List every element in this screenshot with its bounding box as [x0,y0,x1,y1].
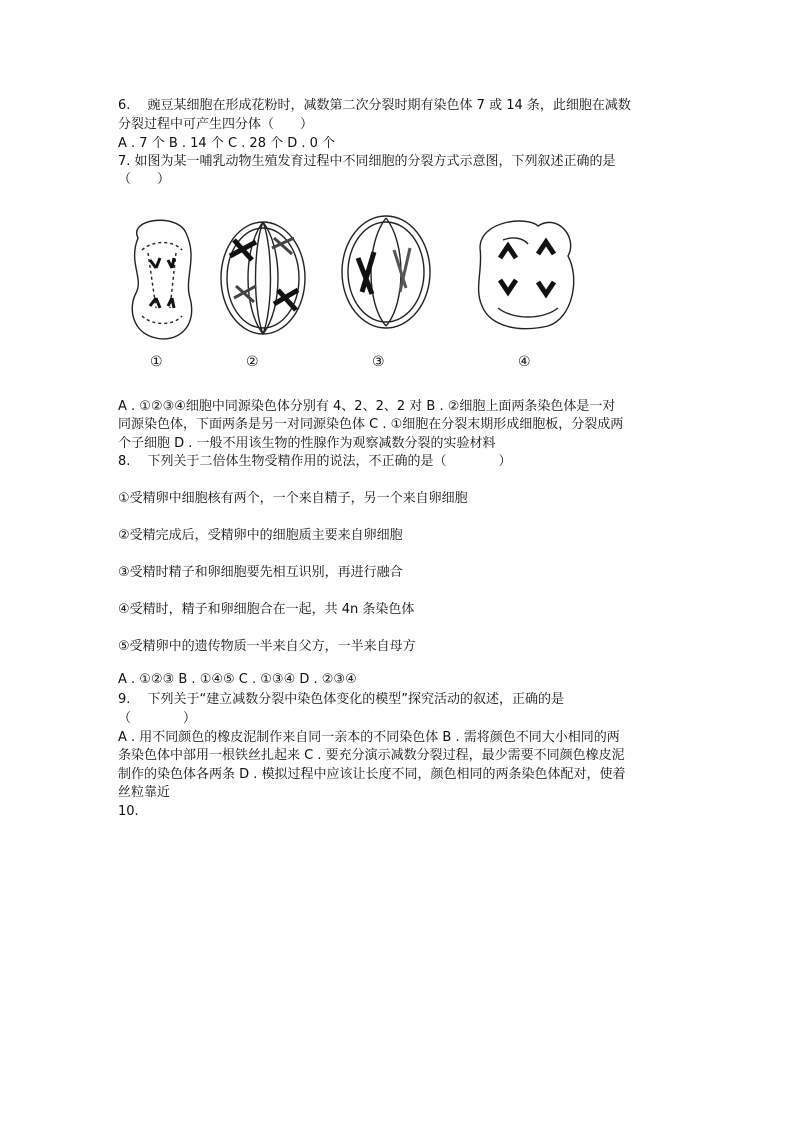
q9-options-line3: 制作的染色体各两条 D . 模拟过程中应该让长度不同，颜色相同的两条染色体配对，使着 [118,767,626,782]
q9-stem-line2: （ ） [118,711,197,726]
q9-options-line1: A . 用不同颜色的橡皮泥制作来自同一亲本的不同染色体 B . 需将颜色不同大小相同的两 [118,730,620,745]
cell-1-diagram [132,220,191,339]
cell-3-diagram [342,216,430,328]
figure-label-1: ① [150,354,163,370]
q7-options-line2: 同源染色体，下面两条是另一对同源染色体 C . ①细胞在分裂末期形成细胞板，分裂成两 [118,417,624,432]
q6-stem-line1: 6. 豌豆某细胞在形成花粉时，减数第二次分裂时期有染色体 7 或 14 条，此细胞在减数 [118,98,631,113]
q10-number: 10. [118,804,139,819]
q7-options-line1: A . ①②③④细胞中同源染色体分别有 4、2、2、2 对 B . ②细胞上面两条染色体是一对 [118,399,616,414]
q6-stem-line2: 分裂过程中可产生四分体（ ） [118,117,314,132]
q7-options-line3: 个子细胞 D . 一般不用该生物的性腺作为观察减数分裂的实验材料 [118,436,496,451]
q8-statement-2: ②受精完成后，受精卵中的细胞质主要来自卵细胞 [118,528,403,543]
q7-stem-line1: 7. 如图为某一哺乳动物生殖发育过程中不同细胞的分裂方式示意图，下列叙述正确的是 [118,154,616,169]
q8-statement-5: ⑤受精卵中的遗传物质一半来自父方，一半来自母方 [118,639,416,654]
q7-stem-line2: （ ） [118,172,171,187]
q9-options-line2: 条染色体中部用一根铁丝扎起来 C . 要充分演示减数分裂过程，最少需要不同颜色橡皮泥 [118,748,625,763]
figure-label-2: ② [246,354,259,370]
figure-label-3: ③ [372,354,385,370]
figure-label-4: ④ [518,354,531,370]
q8-statement-3: ③受精时精子和卵细胞要先相互识别，再进行融合 [118,565,403,580]
cell-4-diagram [479,221,574,329]
cell-division-figure [118,208,598,378]
q6-options: A . 7 个 B . 14 个 C . 28 个 D . 0 个 [118,136,336,151]
q8-statement-4: ④受精时，精子和卵细胞合在一起，共 4n 条染色体 [118,602,415,617]
q9-stem-line1: 9. 下列关于“建立减数分裂中染色体变化的模型”探究活动的叙述，正确的是 [118,692,565,707]
q9-options-line4: 丝粒靠近 [118,785,171,800]
cell-2-diagram [221,222,305,334]
q8-statement-1: ①受精卵中细胞核有两个，一个来自精子，另一个来自卵细胞 [118,491,468,506]
q8-options: A . ①②③ B . ①④⑤ C . ①③④ D . ②③④ [118,672,357,687]
q8-stem: 8. 下列关于二倍体生物受精作用的说法，不正确的是（ ） [118,454,512,469]
